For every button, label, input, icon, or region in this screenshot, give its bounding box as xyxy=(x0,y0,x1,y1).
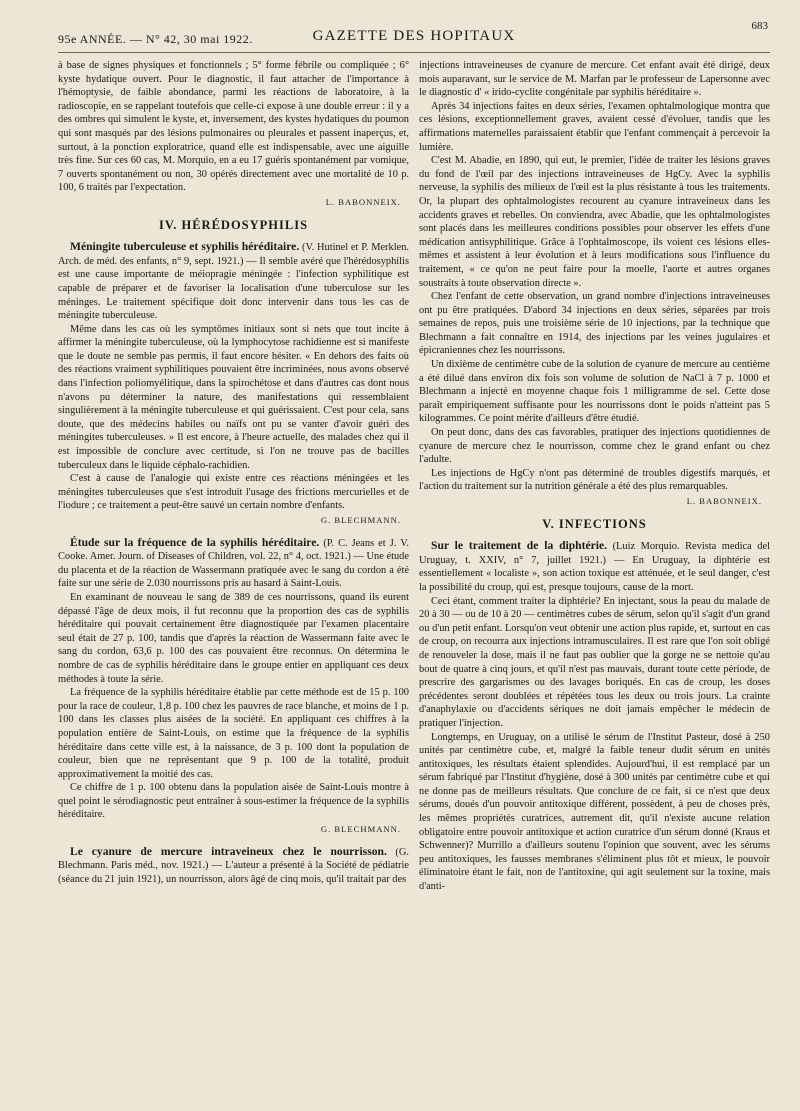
article-title: Étude sur la fréquence de la syphilis héréditaire. xyxy=(70,535,320,549)
article xyxy=(58,240,409,527)
paragraph: La fréquence de la syphilis héréditaire établie par cette méthode est de 15 p. 100 pour la race de couleur, 1,8 p. 100 chez les pauvres de race blanche, et moins de 1 p. 100 dans les classes plus aisées de la société. En appliquant ces chiffres à la population entière de Saint-Louis, on estime que la fréquence de la syphilis héréditaire dans cette ville est, à la naissance, de 3 p. 100 dont la population de couleur, bien que ne représentant que 9 p. 100 de la totalité, produit approximativement la moitié des cas. xyxy=(58,687,409,780)
author-signature: G. BLECHMANN. xyxy=(320,515,401,525)
author-signature: L. BABONNEIX. xyxy=(686,496,762,506)
text-columns xyxy=(58,59,770,894)
paragraph: Même dans les cas où les symptômes initiaux sont si nets que tout incite à affirmer la méningite tuberculeuse, où la lymphocytose rachidienne est si manifeste que le doute ne semble pas permis, il faut encore hésiter. « En dehors des faits où des réactions vraiment syphilitiques pouvaient être incriminées, nous avons observé dans l'infection poliomyélitique, dans la spirochétose et dans d'autres cas dont nous n'avons pu déterminer la nature, des manifestations qui ressemblaient singulièrement à la méningite tuberculeuse et qui guérissaient. C'est pour cela, sans doute, que des médecins habiles ou naïfs ont pu se vanter d'avoir guéri des méningites tuberculeuses. » Il est encore, à l'heure actuelle, des malades chez qui il est impossible de conclure avec certitude, si l'on ne trouve pas de bacilles tuberculeux dans le liquide céphalo-rachidien. xyxy=(58,323,409,471)
article-reference: (V. Hutinel et P. Merklen. Arch. de méd. des enfants, n° 9, sept. 1921.) — xyxy=(58,242,409,267)
paragraph: injections intraveineuses de cyanure de mercure. Cet enfant avait été dirigé, deux mois auparavant, sur le service de M. Marfan par le professeur de Lapersonne avec le diagnostic d' « irido-cyclite congénitale par syphilis héréditaire ». xyxy=(419,60,770,99)
journal-title: GAZETTE DES HOPITAUX xyxy=(312,28,516,44)
article-reference: (G. Blechmann. Paris méd., nov. 1921.) — xyxy=(58,846,409,872)
article-lead xyxy=(58,845,409,887)
right-column xyxy=(419,59,770,894)
left-column xyxy=(58,59,409,894)
issue-line: 95e ANNÉE. — N° 42, 30 mai 1922. xyxy=(58,32,253,46)
paragraph: Chez l'enfant de cette observation, un grand nombre d'injections intraveineuses ont pu être pratiquées. D'abord 34 injections en deux séries, séparées par trois semaines de repos, puis une troisième série de 10 injections, par la technique que Blechmann a fait connaître en 1914, des injections par les veines jugulaires et épicraniennes chez les nourrissons. xyxy=(419,291,770,357)
section-heading: V. INFECTIONS xyxy=(542,516,647,531)
article-reference: (P. C. Jeans et J. V. Cooke. Amer. Journ. of Diseases of Children, vol. 22, n° 4, oct. 1921.) — xyxy=(58,537,409,563)
article-lead xyxy=(419,539,770,594)
author-signature: L. BABONNEIX. xyxy=(325,196,401,207)
paragraph: Ceci étant, comment traiter la diphtérie? En injectant, sous la peau du malade de 20 à 30 — ou de 10 à 20 — centimètres cubes de sérum, selon qu'il s'agit d'un grand ou d'un petit enfant. Lorsqu'on veut obtenir une action plus rapide, et, surtout en cas de croup, on recourra aux injections intramusculaires. Il est rare que l'on soit obligé de renouveler la dose, mais il ne faut pas oublier que la gorge ne se nettoie qu'au bout de quatre à cinq jours, et qu'il n'est pas mauvais, durant toute cette période, de prescrire des gargarismes ou des lavages boriqués. En cas de croup, les doses précédentes seront doublées et répétées tous les deux ou trois jours. La crainte d'anaphylaxie ou d'accidents sériques ne doit jamais empêcher le médecin de pratiquer l'injection. xyxy=(419,595,770,729)
author-signature: G. BLECHMANN. xyxy=(320,824,401,835)
article-lead xyxy=(58,536,409,591)
article-title: Le cyanure de mercure intraveineux chez le nourrisson. xyxy=(70,844,387,858)
article-title: Méningite tuberculeuse et syphilis héréditaire. xyxy=(70,240,300,254)
section-heading: IV. HÉRÉDOSYPHILIS xyxy=(158,217,309,232)
paragraph: On peut donc, dans des cas favorables, pratiquer des injections quotidiennes de cyanure de mercure chez le nourrisson, comme chez le grand enfant ou chez l'adulte. xyxy=(419,427,770,466)
running-header xyxy=(58,18,770,53)
paragraph: C'est à cause de l'analogie qui existe entre ces réactions méningées et les méningites tuberculeuses que s'est introduit l'usage des frictions mercurielles et de l'iodure ; ce traitement a peut-être sauvé un certain nombre d'enfants. xyxy=(58,473,409,512)
article-title: Sur le traitement de la diphtérie. xyxy=(431,539,608,553)
paragraph: Un dixième de centimètre cube de la solution de cyanure de mercure au centième a été dilué dans environ dix fois son volume de solution de NaCl à 7 p. 1000 et Blechmann a injecté en moyenne chaque fois 1 milligramme de sel. Cette dose paraît empiriquement suffisante pour les nourrissons dont le poids n'atteint pas 5 kilogrammes. Ce point mérite d'ailleurs d'être étudié. xyxy=(419,359,770,425)
article-lead xyxy=(58,240,409,323)
article xyxy=(58,536,409,837)
paragraph: à base de signes physiques et fonctionnels ; 5° forme fébrile ou compliquée ; 6° kyste hydatique ouvert. Pour le diagnostic, il faut attacher de l'importance à l'hémoptysie, de faible abondance, parmi les réactions de laboratoire, à la radioscopie, en se rappelant toutefois que celle-ci expose à une double erreur : il y a des ombres qui simulent le kyste, et, inversement, des kystes hydatiques du poumon qui sont masqués par des lésions pulmonaires ou pleurales et passent inaperçus, et, surtout, à la ponction exploratrice, quand elle est indispensable, avec une aiguille très fine. Sur ces 60 cas, M. Morquio, en a eu 17 guéris spontanément par vomique, 7 ouverts spontanément ou non, 30 opérés directement avec une mortalité de 10 p. 100, 6 traités par l'expectation. xyxy=(58,60,409,194)
article xyxy=(419,539,770,893)
paragraph: En Uruguay, la diphtérie est essentiellement « localiste », son action toxique est atténuée, et le seul danger, c'est la possibilité du croup, qui est, presque toujours, cause de la mort. xyxy=(419,554,770,593)
paragraph: Ce chiffre de 1 p. 100 obtenu dans la population aisée de Saint-Louis montre à quel point le sérodiagnostic peut entraîner à sous-estimer la fréquence de la syphilis héréditaire. xyxy=(58,782,409,821)
paragraph: En examinant de nouveau le sang de 389 de ces nourrissons, quand ils eurent dépassé l'âge de deux mois, il fut reconnu que la proportion des cas de syphilis héréditaire qui pouvait certainement être diagnostiquée par l'examen placentaire seul était de 27 p. 100, tandis que d'après la réaction de Wassermann faite avec le sang du cordon, 63,6 p. 100 des cas pouvaient être reconnus. On détermina le nombre de cas de syphilis héréditaire dans le groupe entier en appliquant ces deux méthodes à toute la série. xyxy=(58,591,409,685)
page-number: 683 xyxy=(751,20,768,32)
paragraph: Il semble avéré que l'hérédosyphilis est une cause importante de méiopragie méningée : l'infection syphilitique est capable de préparer et de favoriser la localisation d'une tuberculose sur les méninges. Le traitement spécifique doit donc intervenir dans tous les cas de méningite tuberculeuse. xyxy=(58,255,409,322)
article-reference: (Luiz Morquio. Revista medica del Uruguay, t. XXIV, n° 7, juillet 1921.) — xyxy=(419,541,770,566)
paragraph: C'est M. Abadie, en 1890, qui eut, le premier, l'idée de traiter les lésions graves du fond de l'œil par des injections intraveineuses de HgCy. Avec la syphilis nerveuse, la syphilis des milieux de l'œil est la plus résistante à tous les traitements. Or, la plupart des ophtalmologistes recourent au cyanure intraveineux dans les accidents graves et rebelles. On conviendra, avec Abadie, que les ophtalmologistes sont placés dans les meilleures conditions possibles pour observer les effets d'une médication antisyphilitique. Grâce à l'ophtalmoscope, ils voient ces lésions elles-mêmes et assistent à leur évolution et à leurs modifications sous l'influence du traitement, « ce qu'on ne peut faire pour la moelle, l'aorte et autres organes soustraits à toute observation directe ». xyxy=(419,155,770,289)
paragraph: L'auteur a présenté à la Société de pédiatrie (séance du 21 juin 1921), un nourrisson, alors âgé de cinq mois, qu'il traitait par des xyxy=(58,860,409,885)
article xyxy=(58,845,409,887)
paragraph: Après 34 injections faites en deux séries, l'examen ophtalmologique montra que ces lésions, exceptionnellement graves, avaient cessé d'évoluer, tandis que les affirmations maternelles paraissaient établir que l'enfant commençait à percevoir la lumière. xyxy=(419,100,770,153)
paragraph: Les injections de HgCy n'ont pas déterminé de troubles digestifs marqués, et l'action du traitement sur la nutrition générale a été des plus remarquables. xyxy=(419,467,770,493)
paragraph: Longtemps, en Uruguay, on a utilisé le sérum de l'Institut Pasteur, dosé à 250 unités par centimètre cube, et, malgré la faible teneur dudit sérum en unités antitoxiques, les résultats étaient splendides. Aujourd'hui, il est remplacé par un sérum fabriqué par l'Institut d'hygiène, dosé à 300 unités par centimètre cube et qui ne donne pas de meilleurs résultats. Que conclure de ce fait, si ce n'est que deux sérums, doués d'un pouvoir antitoxique différent, possèdent, à peu de choses près, les mêmes propriétés curatrices, autrement dit, qu'il n'existe aucune relation obligatoire entre pouvoir antitoxique et action curatrice d'un sérum donné (Kraus et Schwenner)? Murrillo a d'ailleurs soutenu l'opinion que souvent, avec les sérums peu antitoxiques, les fausses membranes s'éliminent plus tôt et mieux, le pouvoir éliminatoire étant le fait, non de l'antitoxine, qui agit seulement sur la toxine, mais d'anti- xyxy=(419,731,770,893)
paragraph: Une étude du placenta et de la réaction de Wassermann pratiquée avec le sang du cordon a été faite sur une série de 2.030 nourrissons pris au hasard à Saint-Louis. xyxy=(58,551,409,590)
